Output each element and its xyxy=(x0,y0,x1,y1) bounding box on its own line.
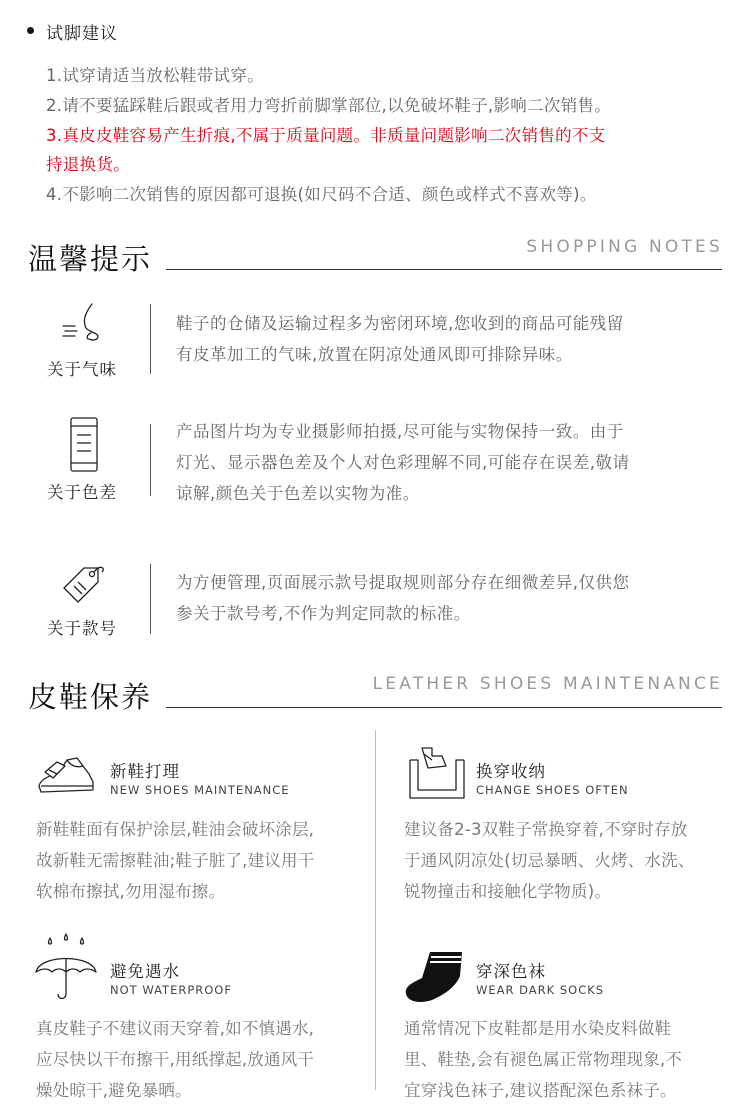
maintenance-item-subtitle: CHANGE SHOES OFTEN xyxy=(476,783,629,797)
maintenance-item-title: 换穿收纳 xyxy=(476,762,546,781)
umbrella-icon xyxy=(34,932,98,1002)
tag-icon xyxy=(60,562,106,608)
phone-icon xyxy=(69,417,99,473)
note-label-smell: 关于气味 xyxy=(47,360,117,379)
try-on-tip: 4.不影响二次销售的原因都可退换(如尺码不合适、颜色或样式不喜欢等)。 xyxy=(46,185,597,204)
maintenance-item-subtitle: NEW SHOES MAINTENANCE xyxy=(110,783,290,797)
note-divider xyxy=(150,304,151,374)
smell-icon xyxy=(58,300,106,348)
sock-icon xyxy=(404,950,464,1004)
note-label-color: 关于色差 xyxy=(47,483,117,502)
maintenance-item-text: 通常情况下皮鞋都是用水染皮料做鞋 里、鞋垫,会有褪色属正常物理现象,不 宜穿浅色袜子,建议搭配深色系袜子。 xyxy=(404,1019,683,1100)
try-on-tip: 1.试穿请适当放松鞋带试穿。 xyxy=(46,66,264,85)
shoe-cleaning-icon xyxy=(37,752,97,796)
maintenance-item-title: 避免遇水 xyxy=(110,962,180,981)
maintenance-item-subtitle: NOT WATERPROOF xyxy=(110,983,232,997)
notes-divider xyxy=(166,269,722,270)
maintenance-item-text: 新鞋鞋面有保护涂层,鞋油会破坏涂层, 故新鞋无需擦鞋油;鞋子脏了,建议用干 软棉布擦拭,勿用湿布擦。 xyxy=(36,820,315,901)
try-on-tip: 2.请不要猛踩鞋后跟或者用力弯折前脚掌部位,以免破坏鞋子,影响二次销售。 xyxy=(46,96,612,115)
notes-title: 温馨提示 xyxy=(28,242,153,276)
maintenance-item-text: 真皮鞋子不建议雨天穿着,如不慎遇水, 应尽快以干布擦干,用纸撑起,放通风干 燥处晾干,避免暴晒。 xyxy=(36,1019,315,1100)
try-on-tip-warning: 3.真皮皮鞋容易产生折痕,不属于质量问题。非质量问题影响二次销售的不支 xyxy=(46,126,606,145)
maintenance-divider xyxy=(166,707,722,708)
maintenance-item-title: 穿深色袜 xyxy=(476,962,546,981)
note-divider xyxy=(150,424,151,496)
note-text-color: 产品图片均为专业摄影师拍摄,尽可能与实物保持一致。由于 灯光、显示器色差及个人对色彩理解不同,可能存在误差,敬请 谅解,颜色关于色差以实物为准。 xyxy=(176,422,630,503)
note-text-style-number: 为方便管理,页面展示款号提取规则部分存在细微差异,仅供您 参关于款号考,不作为判定同款的标准。 xyxy=(176,573,630,623)
note-divider xyxy=(150,564,151,634)
note-text-smell: 鞋子的仓储及运输过程多为密闭环境,您收到的商品可能残留 有皮革加工的气味,放置在阴凉处通风即可排除异味。 xyxy=(176,314,624,364)
try-on-title: 试脚建议 xyxy=(46,24,118,44)
bullet-dot xyxy=(27,27,34,34)
try-on-tip-warning: 持退换货。 xyxy=(46,155,130,174)
maintenance-subtitle: LEATHER SHOES MAINTENANCE xyxy=(372,674,723,694)
maintenance-title: 皮鞋保养 xyxy=(28,680,153,714)
shoebox-icon xyxy=(408,746,466,800)
maintenance-item-title: 新鞋打理 xyxy=(110,762,180,781)
note-label-style-number: 关于款号 xyxy=(47,619,117,638)
maintenance-item-text: 建议备2-3双鞋子常换穿着,不穿时存放 于通风阴凉处(切忌暴晒、火烤、水洗、 锐物撞击和接触化学物质)。 xyxy=(404,820,695,901)
maintenance-item-subtitle: WEAR DARK SOCKS xyxy=(476,983,605,997)
notes-subtitle: SHOPPING NOTES xyxy=(526,237,723,257)
column-divider xyxy=(375,730,376,1090)
